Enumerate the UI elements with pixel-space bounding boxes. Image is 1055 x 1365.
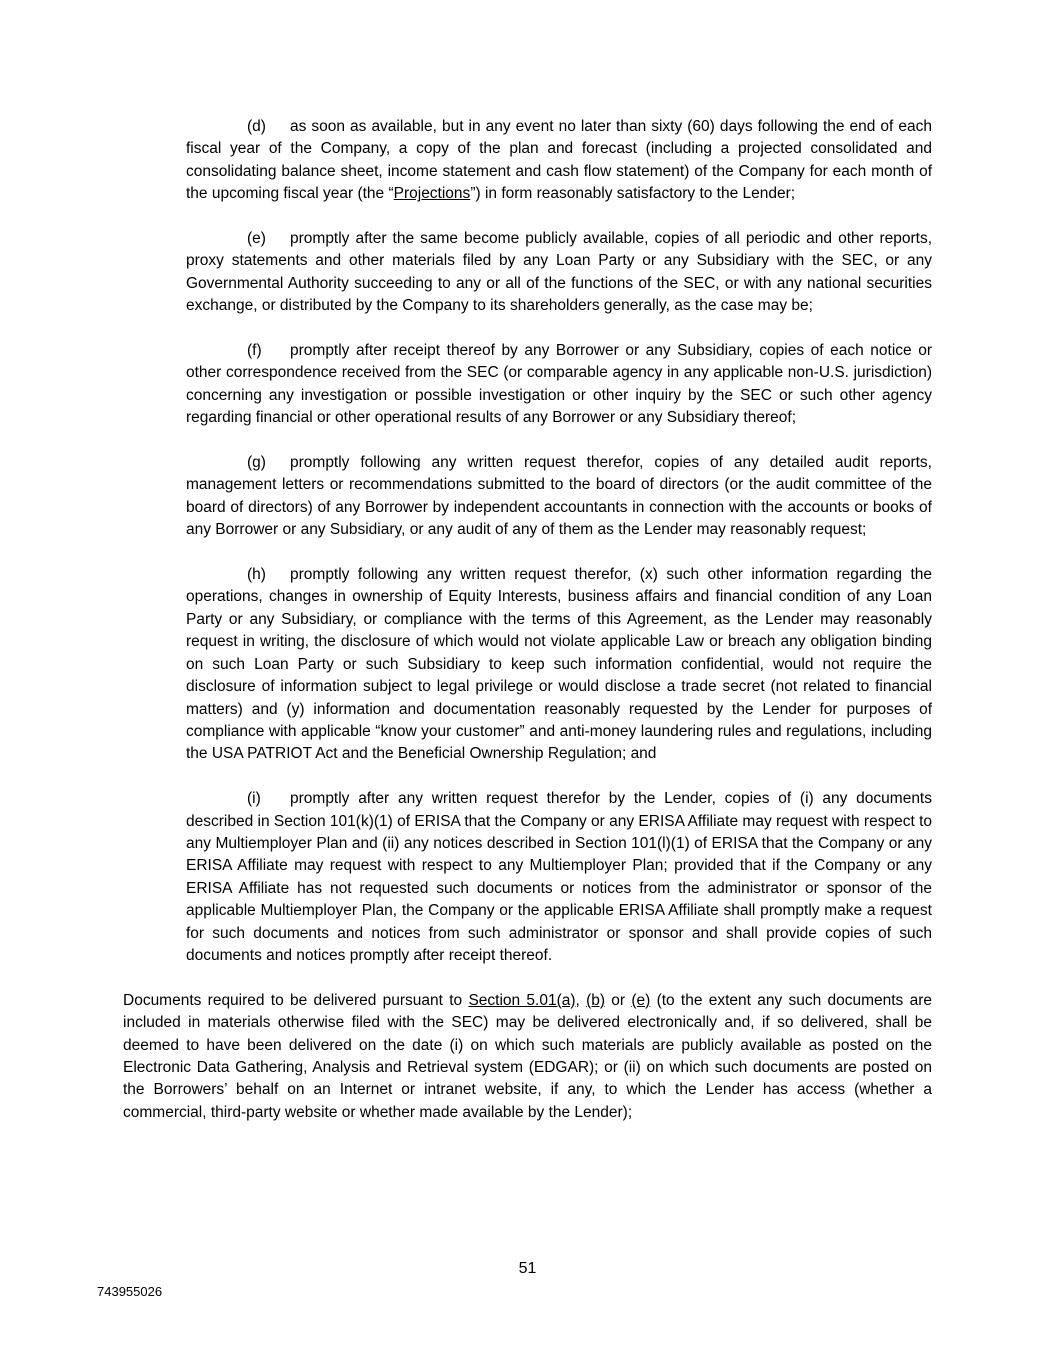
clause-d-text: as soon as available, but in any event no later than sixty (60) days following the end of each fiscal year of the Company, a copy of the plan and forecast (including a projected consolidated and consolidating balance sheet, income statement and cash flow statement) of the Company for each month of the upcoming fiscal year (the “Projections”) in form reasonably satisfactory to the Lender;: [186, 118, 932, 203]
clause-g-text: promptly following any written request therefor, copies of any detailed audit reports, management letters or recommendations submitted to the board of directors (or the audit committee of the board of directors) of any Borrower by independent accountants in connection with the accounts or books of any Borrower or any Subsidiary, or any audit of any of them as the Lender may reasonably request;: [186, 454, 932, 539]
clause-i-text: promptly after any written request therefor by the Lender, copies of (i) any documents described in Section 101(k)(1) of ERISA that the Company or any ERISA Affiliate may request with respect to any Multiemployer Plan and (ii) any notices described in Section 101(l)(1) of ERISA that the Company or any ERISA Affiliate may request with respect to any Multiemployer Plan; provided that if the Company or any ERISA Affiliate has not requested such documents or notices from the administrator or sponsor of the applicable Multiemployer Plan, the Company or the applicable ERISA Affiliate shall promptly make a request for such documents and notices from such administrator or sponsor and shall provide copies of such documents and notices promptly after receipt thereof.: [186, 790, 932, 964]
clause-i-label: (i): [247, 790, 261, 808]
clause-e: [186, 228, 932, 318]
clause-h-text: promptly following any written request therefor, (x) such other information regarding the operations, changes in ownership of Equity Interests, business affairs and financial condition of any Loan Party or any Subsidiary, or compliance with the terms of this Agreement, as the Lender may reasonably request in writing, the disclosure of which would not violate applicable Law or breach any obligation binding on such Loan Party or such Subsidiary to keep such information confidential, would not require the disclosure of information subject to legal privilege or would disclose a trade secret (not related to financial matters) and (y) information and documentation reasonably requested by the Lender for purposes of compliance with applicable “know your customer” and anti-money laundering rules and regulations, including the USA PATRIOT Act and the Beneficial Ownership Regulation; and: [186, 566, 932, 763]
page-content: [123, 116, 932, 1124]
page-number: 51: [518, 1260, 537, 1277]
clause-i: [186, 788, 932, 967]
document-id: 743955026: [97, 1284, 163, 1299]
clause-f: [186, 340, 932, 430]
clause-g-label: (g): [247, 454, 266, 472]
clause-f-label: (f): [247, 342, 262, 360]
clause-d-label: (d): [247, 118, 266, 135]
clause-g: [186, 452, 932, 542]
closing-paragraph: [123, 990, 932, 1124]
clause-h: [186, 564, 932, 766]
clause-f-text: promptly after receipt thereof by any Borrower or any Subsidiary, copies of each notice or other correspondence received from the SEC (or comparable agency in any applicable non-U.S. jurisdiction) concerning any investigation or possible investigation or other inquiry by the SEC or such other agency regarding financial or other operational results of any Borrower or any Subsidiary thereof;: [186, 342, 932, 427]
clause-h-label: (h): [247, 566, 266, 584]
clause-e-label: (e): [247, 230, 266, 248]
clause-d: [186, 116, 932, 206]
closing-paragraph-text: Documents required to be delivered pursuant to Section 5.01(a), (b) or (e) (to the extent any such documents are included in materials otherwise filed with the SEC) may be delivered electronically and, if so delivered, shall be deemed to have been delivered on the date (i) on which such materials are publicly available as posted on the Electronic Data Gathering, Analysis and Retrieval system (EDGAR); or (ii) on which such documents are posted on the Borrowers’ behalf on an Internet or intranet website, if any, to which the Lender has access (whether a commercial, third-party website or whether made available by the Lender);: [123, 991, 932, 1121]
clause-e-text: promptly after the same become publicly available, copies of all periodic and other reports, proxy statements and other materials filed by any Loan Party or any Subsidiary with the SEC, or any Governmental Authority succeeding to any or all of the functions of the SEC, or with any national securities exchange, or distributed by the Company to its shareholders generally, as the case may be;: [186, 230, 932, 315]
